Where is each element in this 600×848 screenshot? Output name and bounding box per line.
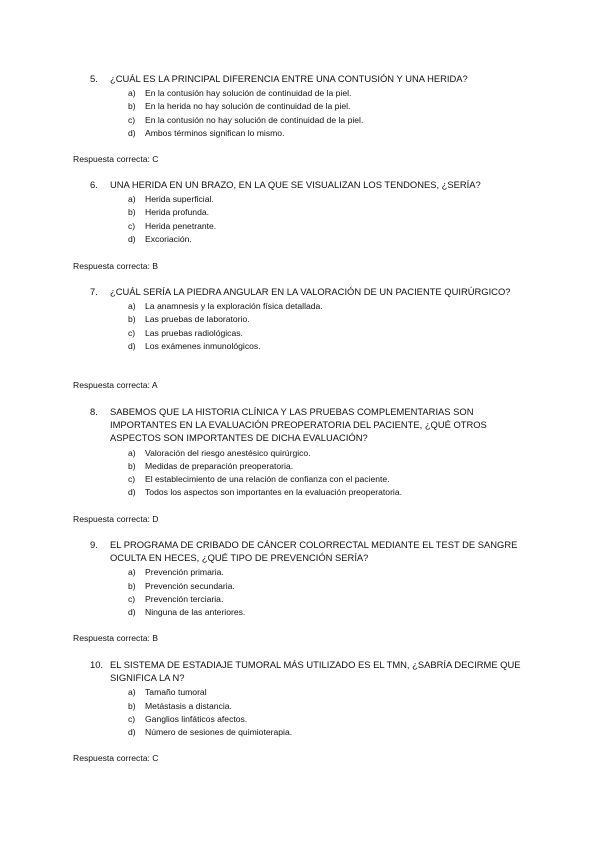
- option: [128, 593, 530, 606]
- correct-answer: Respuesta correcta: A: [73, 380, 158, 390]
- option-label: c): [128, 593, 136, 604]
- option-label: d): [128, 727, 136, 738]
- option: [128, 460, 530, 473]
- option: [128, 340, 530, 353]
- option: [128, 713, 530, 726]
- question-line: [90, 658, 530, 684]
- option-text: En la contusión no hay solución de continuidad de la piel.: [145, 114, 364, 125]
- option-text: Prevención primaria.: [145, 567, 224, 578]
- question-text: EL SISTEMA DE ESTADIAJE TUMORAL MÁS UTILIZADO ES EL TMN, ¿SABRÍA DECIRME QUE SIGNIFICA LA N?: [110, 659, 521, 684]
- option-label: a): [128, 447, 136, 458]
- option: [128, 300, 530, 313]
- option: [128, 726, 530, 739]
- question-text: SABEMOS QUE LA HISTORIA CLÍNICA Y LAS PRUEBAS COMPLEMENTARIAS SON IMPORTANTES EN LA EVALUACIÓN PREOPERATORIA DEL PACIENTE, ¿QUÉ OTROS ASPECTOS SON IMPORTANTES DE DICHA EVALUACIÓN?: [110, 406, 487, 444]
- question-10: [90, 658, 530, 739]
- option: [128, 566, 530, 579]
- option: [128, 580, 530, 593]
- option-text: Ganglios linfáticos afectos.: [145, 713, 248, 724]
- option-label: d): [128, 127, 136, 138]
- option-text: La anamnesis y la exploración física detallada.: [145, 301, 323, 312]
- option-text: Tamaño tumoral: [145, 687, 207, 698]
- option-label: c): [128, 220, 136, 231]
- option-label: c): [128, 327, 136, 338]
- option-label: c): [128, 713, 136, 724]
- option-text: En la herida no hay solución de continuidad de la piel.: [145, 101, 351, 112]
- question-text: UNA HERIDA EN UN BRAZO, EN LA QUE SE VISUALIZAN LOS TENDONES, ¿SERÍA?: [110, 179, 481, 190]
- option-label: c): [128, 114, 136, 125]
- option-label: d): [128, 487, 136, 498]
- option-label: a): [128, 301, 136, 312]
- option-text: Herida penetrante.: [145, 220, 217, 231]
- option-text: Excoriación.: [145, 233, 192, 244]
- option: [128, 486, 530, 499]
- option-label: a): [128, 194, 136, 205]
- option-label: d): [128, 233, 136, 244]
- question-number: 5.: [90, 73, 98, 84]
- option-label: b): [128, 314, 136, 325]
- option: [128, 233, 530, 246]
- option: [128, 100, 530, 113]
- option: [128, 220, 530, 233]
- option: [128, 606, 530, 619]
- option-label: b): [128, 580, 136, 591]
- correct-answer: Respuesta correcta: D: [73, 514, 159, 524]
- option: [128, 114, 530, 127]
- option-text: Medidas de preparación preoperatoria.: [145, 460, 294, 471]
- option: [128, 313, 530, 326]
- option-text: Prevención secundaria.: [145, 580, 235, 591]
- option-text: Ambos términos significan lo mismo.: [145, 127, 285, 138]
- option-label: a): [128, 567, 136, 578]
- option-text: Herida profunda.: [145, 207, 210, 218]
- option-text: Herida superficial.: [145, 194, 214, 205]
- correct-answer: Respuesta correcta: C: [73, 753, 159, 763]
- option: [128, 327, 530, 340]
- option: [128, 700, 530, 713]
- option-label: b): [128, 700, 136, 711]
- option-label: b): [128, 460, 136, 471]
- option-text: Las pruebas de laboratorio.: [145, 314, 250, 325]
- option-text: Los exámenes inmunológicos.: [145, 340, 261, 351]
- options-list: [128, 686, 530, 739]
- option-label: a): [128, 687, 136, 698]
- question-text: EL PROGRAMA DE CRIBADO DE CÁNCER COLORRECTAL MEDIANTE EL TEST DE SANGRE OCULTA EN HECES, ¿QUÉ TIPO DE PREVENCIÓN SERÍA?: [110, 539, 518, 564]
- question-text: ¿CUÁL SERÍA LA PIEDRA ANGULAR EN LA VALORACIÓN DE UN PACIENTE QUIRÚRGICO?: [110, 286, 511, 297]
- question-number: 9.: [90, 539, 98, 550]
- options-list: [128, 300, 530, 353]
- question-8: [90, 405, 530, 499]
- option-label: b): [128, 101, 136, 112]
- question-number: 10.: [90, 659, 104, 670]
- options-list: [128, 193, 530, 246]
- options-list: [128, 566, 530, 619]
- option-label: b): [128, 207, 136, 218]
- options-list: [128, 447, 530, 500]
- question-line: [90, 405, 530, 445]
- option-label: d): [128, 607, 136, 618]
- correct-answer: Respuesta correcta: B: [73, 261, 159, 271]
- options-list: [128, 87, 530, 140]
- question-9: [90, 538, 530, 619]
- option-text: Ninguna de las anteriores.: [145, 607, 246, 618]
- option: [128, 127, 530, 140]
- question-5: [90, 72, 530, 140]
- question-7: [90, 285, 530, 353]
- option: [128, 686, 530, 699]
- option: [128, 87, 530, 100]
- correct-answer: Respuesta correcta: C: [73, 154, 159, 164]
- question-number: 8.: [90, 406, 98, 417]
- option-label: d): [128, 340, 136, 351]
- question-number: 7.: [90, 286, 98, 297]
- option-text: Valoración del riesgo anestésico quirúrgico.: [145, 447, 311, 458]
- question-line: [90, 538, 530, 564]
- option-text: Prevención terciaria.: [145, 593, 224, 604]
- option-label: a): [128, 88, 136, 99]
- option: [128, 447, 530, 460]
- option-text: El establecimiento de una relación de confianza con el paciente.: [145, 474, 390, 485]
- question-number: 6.: [90, 179, 98, 190]
- option-text: Las pruebas radiológicas.: [145, 327, 243, 338]
- option-label: c): [128, 474, 136, 485]
- option-text: En la contusión hay solución de continuidad de la piel.: [145, 88, 352, 99]
- option-text: Metástasis a distancia.: [145, 700, 232, 711]
- correct-answer: Respuesta correcta: B: [73, 633, 159, 643]
- option: [128, 206, 530, 219]
- question-text: ¿CUÁL ES LA PRINCIPAL DIFERENCIA ENTRE UNA CONTUSIÓN Y UNA HERIDA?: [110, 73, 468, 84]
- question-line: [90, 285, 530, 298]
- option-text: Todos los aspectos son importantes en la evaluación preoperatoria.: [145, 487, 403, 498]
- option: [128, 473, 530, 486]
- option: [128, 193, 530, 206]
- option-text: Número de sesiones de quimioterapia.: [145, 727, 293, 738]
- question-line: [90, 72, 530, 85]
- question-6: [90, 178, 530, 246]
- question-line: [90, 178, 530, 191]
